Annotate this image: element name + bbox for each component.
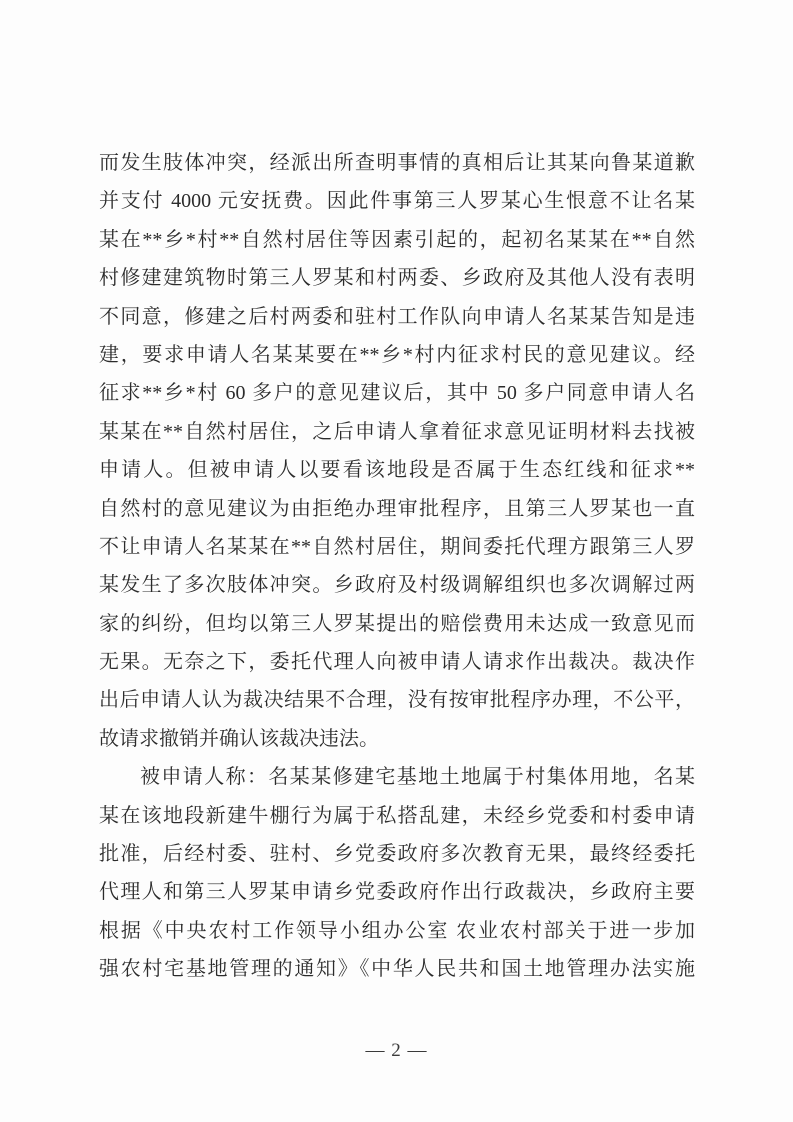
document-body <box>99 144 695 989</box>
text-line: 村修建建筑物时第三人罗某和村两委、乡政府及其他人没有表明 <box>99 267 695 290</box>
text-line: 某在**乡*村**自然村居住等因素引起的，起初名某某在**自然 <box>99 228 695 251</box>
text-line: 某发生了多次肢体冲突。乡政府及村级调解组织也多次调解过两 <box>99 574 695 597</box>
text-line: 无果。无奈之下，委托代理人向被申请人请求作出裁决。裁决作 <box>99 651 695 674</box>
text-line: 某在该地段新建牛棚行为属于私搭乱建，未经乡党委和村委申请 <box>99 804 695 827</box>
text-line: 并支付 4000 元安抚费。因此件事第三人罗某心生恨意不让名某 <box>99 190 695 213</box>
text-line: 申请人。但被申请人以要看该地段是否属于生态红线和征求** <box>99 459 695 482</box>
text-line: 家的纠纷，但均以第三人罗某提出的赔偿费用未达成一致意见而 <box>99 612 695 635</box>
text-line: 代理人和第三人罗某申请乡党委政府作出行政裁决，乡政府主要 <box>99 881 695 904</box>
text-line: 自然村的意见建议为由拒绝办理审批程序，且第三人罗某也一直 <box>99 497 695 520</box>
text-line: 而发生肢体冲突，经派出所查明事情的真相后让其某向鲁某道歉 <box>99 152 695 174</box>
text-line: 故请求撤销并确认该裁决违法。 <box>99 727 379 750</box>
paragraph <box>99 758 695 988</box>
text-line: 强农村宅基地管理的通知》《中华人民共和国土地管理办法实施 <box>99 958 695 981</box>
page-number: — 2 — <box>365 1040 428 1061</box>
text-line: 被申请人称：名某某修建宅基地土地属于村集体用地，名某 <box>140 766 695 789</box>
text-line: 建，要求申请人名某某要在**乡*村内征求村民的意见建议。经 <box>99 343 695 366</box>
text-line: 批准，后经村委、驻村、乡党委政府多次教育无果，最终经委托 <box>99 843 695 866</box>
text-line: 某某在**自然村居住，之后申请人拿着征求意见证明材料去找被 <box>99 420 695 443</box>
text-line: 不让申请人名某某在**自然村居住，期间委托代理方跟第三人罗 <box>99 535 695 558</box>
paragraph <box>99 144 695 758</box>
text-line: 不同意，修建之后村两委和驻村工作队向申请人名某某告知是违 <box>99 305 695 328</box>
text-line: 征求**乡*村 60 多户的意见建议后，其中 50 多户同意申请人名 <box>99 382 695 405</box>
text-line: 出后申请人认为裁决结果不合理，没有按审批程序办理，不公平， <box>99 689 695 712</box>
text-line: 根据《中央农村工作领导小组办公室 农业农村部关于进一步加 <box>99 919 695 942</box>
